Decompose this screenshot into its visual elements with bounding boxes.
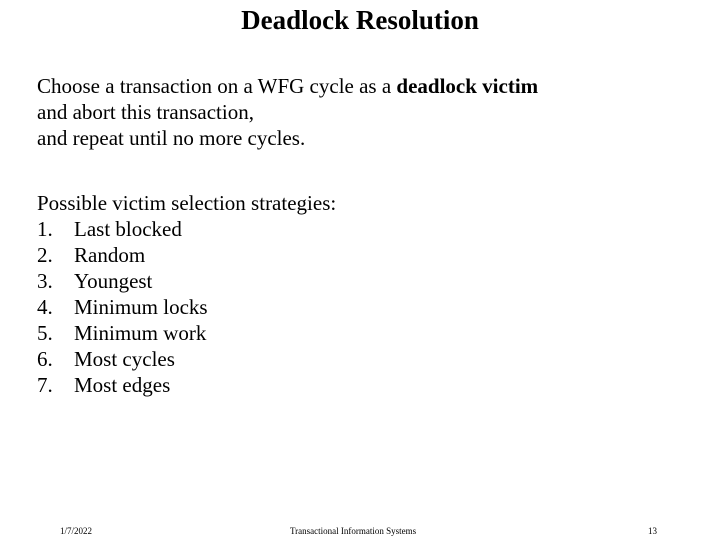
deadlock-victim-term: deadlock victim <box>396 74 539 98</box>
list-item-number: 3. <box>37 269 53 293</box>
list-item-text: Minimum locks <box>74 295 208 319</box>
list-item-number: 2. <box>37 243 53 267</box>
list-item <box>37 216 697 242</box>
list-item-text: Most cycles <box>74 347 175 371</box>
list-item-text: Minimum work <box>74 321 207 345</box>
intro-line-1 <box>37 73 697 99</box>
intro-paragraph <box>37 73 697 151</box>
intro-line-3: and repeat until no more cycles. <box>37 126 306 150</box>
strategies-section <box>37 190 697 398</box>
list-item <box>37 268 697 294</box>
footer-page-number: 13 <box>648 526 657 536</box>
strategies-list <box>37 216 697 398</box>
list-item-number: 5. <box>37 321 53 345</box>
strategies-heading: Possible victim selection strategies: <box>37 191 337 215</box>
list-item-number: 7. <box>37 373 53 397</box>
list-item <box>37 372 697 398</box>
list-item-number: 1. <box>37 217 53 241</box>
list-item-text: Random <box>74 243 146 267</box>
slide-title: Deadlock Resolution <box>241 5 479 35</box>
intro-line-1-text: Choose a transaction on a WFG cycle as a <box>37 74 397 98</box>
intro-line-2: and abort this transaction, <box>37 100 254 124</box>
list-item <box>37 320 697 346</box>
list-item-text: Most edges <box>74 373 171 397</box>
list-item-text: Youngest <box>74 269 153 293</box>
footer-course-title: Transactional Information Systems <box>290 526 417 536</box>
list-item <box>37 294 697 320</box>
list-item-number: 6. <box>37 347 53 371</box>
footer-date: 1/7/2022 <box>60 526 93 536</box>
list-item-number: 4. <box>37 295 53 319</box>
list-item <box>37 346 697 372</box>
list-item <box>37 242 697 268</box>
list-item-text: Last blocked <box>74 217 182 241</box>
